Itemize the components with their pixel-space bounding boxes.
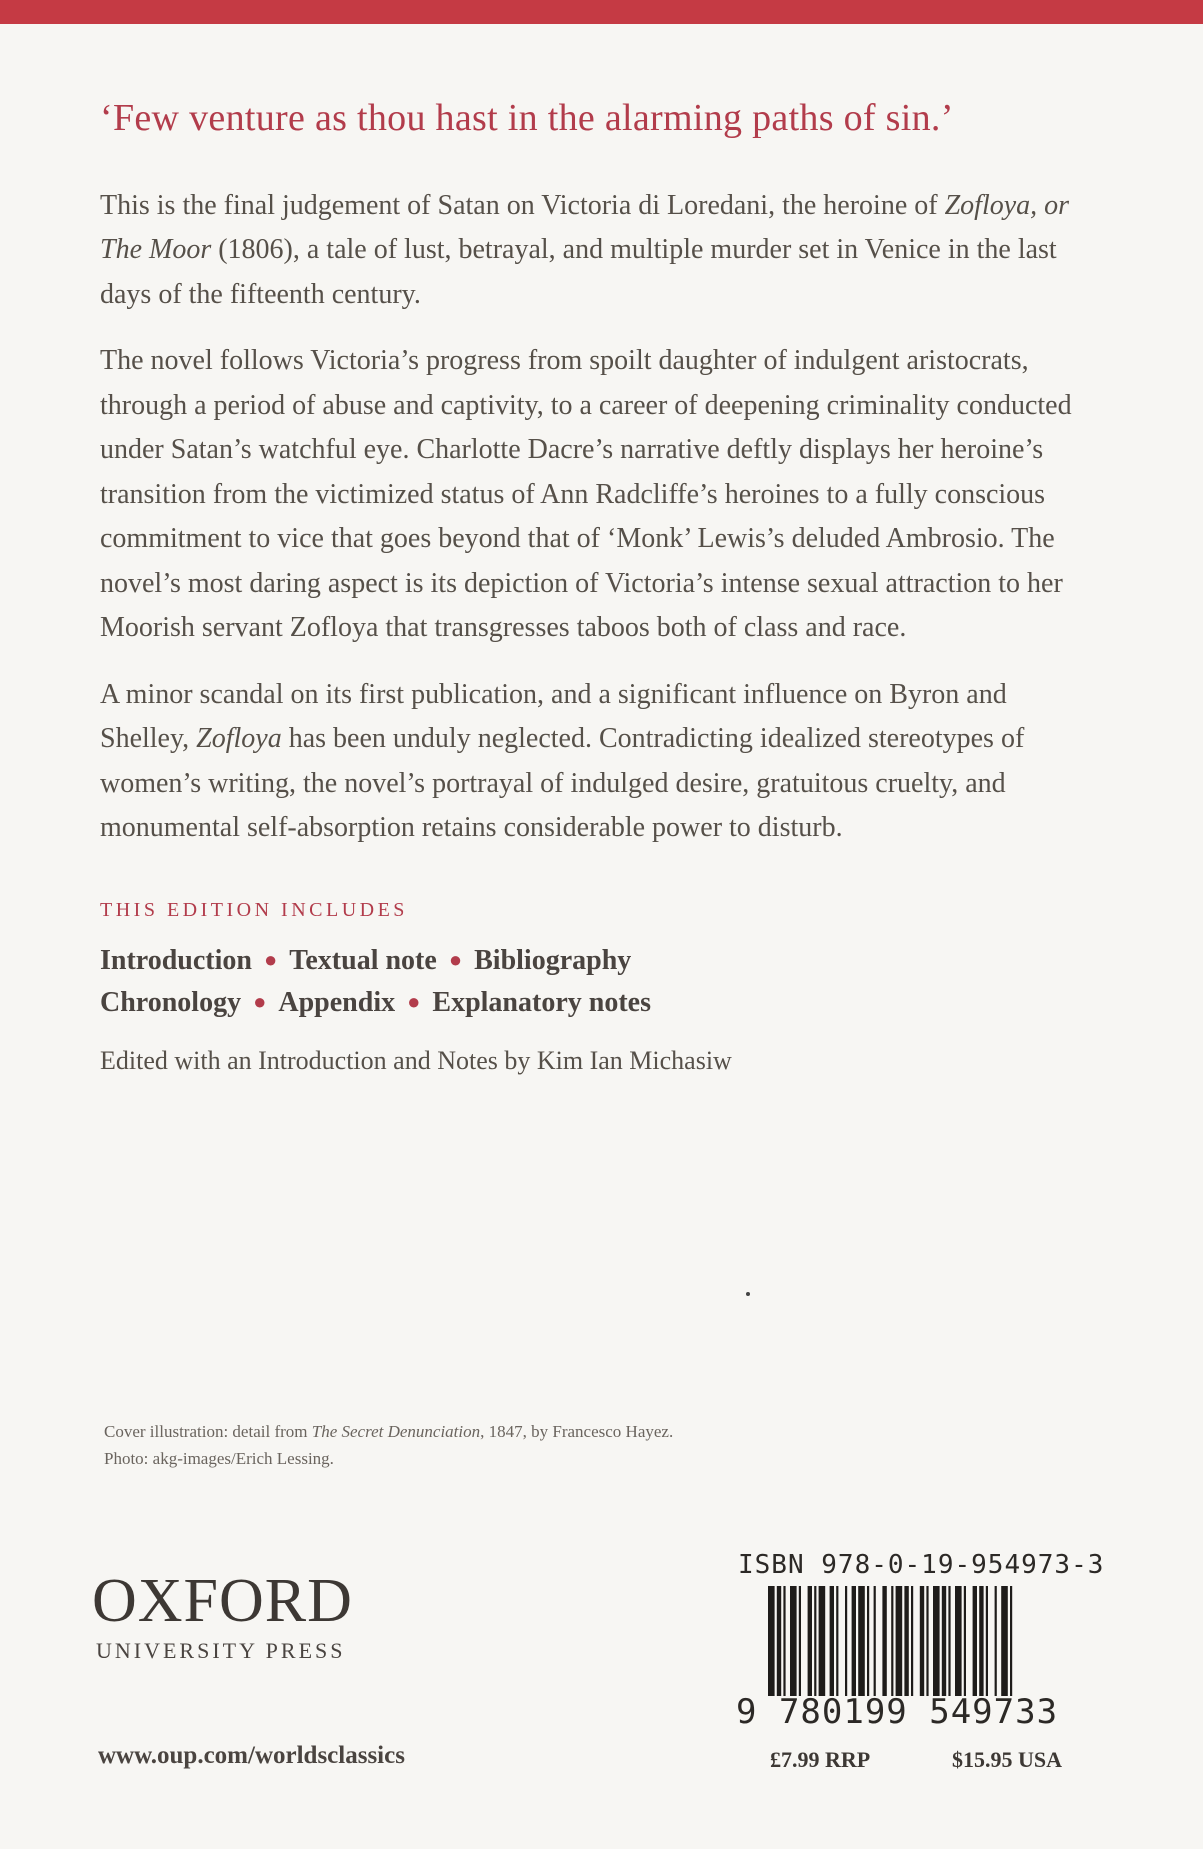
blurb-text: (1806), a tale of lust, betrayal, and multiple murder set in Venice in the last days of the fifteenth century. bbox=[100, 234, 1057, 310]
barcode-bar bbox=[808, 1586, 812, 1696]
blurb-text: This is the final judgement of Satan on Victoria di Loredani, the heroine of bbox=[100, 189, 945, 221]
barcode-bar bbox=[819, 1586, 826, 1696]
barcode-bar bbox=[882, 1586, 886, 1696]
top-color-band bbox=[0, 0, 1203, 24]
barcode-bar bbox=[777, 1586, 781, 1696]
edition-item: Textual note bbox=[289, 944, 437, 976]
barcode-bar bbox=[964, 1586, 966, 1696]
blurb-text: A minor scandal on its first publication, and a significant influence on Byron and Shelley, bbox=[100, 678, 1007, 755]
barcode-bar bbox=[891, 1586, 893, 1696]
book-title-italic: Zofloya, or The Moor bbox=[100, 189, 1070, 266]
painting-title: The Secret Denunciation bbox=[311, 1422, 481, 1441]
edition-includes-list bbox=[100, 940, 1100, 1024]
edition-item: Introduction bbox=[100, 944, 252, 976]
blurb-paragraph-2: The novel follows Victoria’s progress from spoilt daughter of indulgent aristocrats, through a period of abuse and captivity, to a career of deepening criminality conducted under Satan’s watchful eye. Charlotte Dacre’s narrative deftly displays her heroine’s transition from the victimized status of Ann Radcliffe’s heroines to a fully conscious commitment to vice that goes beyond that of ‘Monk’ Lewis’s deluded Ambrosio. The novel’s most daring aspect is its depiction of Victoria’s intense sexual attraction to her Moorish servant Zofloya that transgresses taboos both of class and race. bbox=[100, 345, 1072, 644]
cover-illustration-credit bbox=[104, 1418, 673, 1472]
isbn-label: ISBN 978-0-19-954973-3 bbox=[738, 1550, 1105, 1580]
bullet-icon: ● bbox=[448, 946, 463, 972]
barcode-bar bbox=[836, 1586, 838, 1696]
barcode-number: 9 780199 549733 bbox=[736, 1692, 1059, 1732]
barcode-bar bbox=[830, 1586, 834, 1696]
publisher-website[interactable]: www.oup.com/worldsclassics bbox=[98, 1742, 405, 1769]
barcode-bar bbox=[858, 1586, 865, 1696]
barcode-bar bbox=[768, 1586, 775, 1696]
print-speck-icon bbox=[746, 1292, 750, 1296]
barcode-bar bbox=[920, 1586, 924, 1696]
barcode-bar bbox=[783, 1586, 785, 1696]
barcode-bar bbox=[979, 1586, 983, 1696]
barcode-bar bbox=[814, 1586, 816, 1696]
edition-item: Explanatory notes bbox=[432, 986, 651, 1018]
credit-text: , 1847, by Francesco Hayez. bbox=[480, 1422, 674, 1441]
barcode-bar bbox=[948, 1586, 950, 1696]
price-usd: $15.95 USA bbox=[952, 1747, 1063, 1772]
credit-text: Cover illustration: detail from bbox=[104, 1422, 312, 1441]
price-gbp: £7.99 RRP bbox=[770, 1747, 871, 1772]
edition-row bbox=[100, 982, 1100, 1024]
barcode-bar bbox=[1010, 1586, 1012, 1696]
editor-credit: Edited with an Introduction and Notes by Kim Ian Michasiw bbox=[100, 1045, 732, 1075]
bullet-icon: ● bbox=[253, 988, 267, 1014]
credit-line-2: Photo: akg-images/Erich Lessing. bbox=[104, 1449, 334, 1468]
barcode-bar bbox=[896, 1586, 903, 1696]
book-title-italic: Zofloya bbox=[196, 723, 282, 755]
barcode-bar bbox=[845, 1586, 847, 1696]
edition-row bbox=[100, 940, 1100, 982]
barcode-bar bbox=[942, 1586, 946, 1696]
barcode-bar bbox=[933, 1586, 940, 1696]
bullet-icon: ● bbox=[407, 988, 421, 1014]
barcode-bar bbox=[790, 1586, 797, 1696]
barcode-bar bbox=[852, 1586, 856, 1696]
edition-item: Bibliography bbox=[474, 944, 632, 976]
blurb-text: has been unduly neglected. Contradicting idealized stereotypes of women’s writing, the novel’s portrayal of indulged desire, gratuitous cruelty, and monumental self-absorption retains considerable power to disturb. bbox=[100, 723, 1025, 844]
blurb-paragraph-3 bbox=[100, 673, 1100, 851]
barcode-icon bbox=[768, 1586, 1078, 1696]
oxford-logo: OXFORD bbox=[92, 1567, 353, 1635]
credit-line-1 bbox=[104, 1418, 673, 1445]
oxford-logo-subtitle: UNIVERSITY PRESS bbox=[96, 1638, 346, 1663]
barcode-bar bbox=[874, 1586, 876, 1696]
edition-includes-heading: THIS EDITION INCLUDES bbox=[100, 898, 408, 921]
bullet-icon: ● bbox=[263, 946, 278, 972]
epigraph-quote: ‘Few venture as thou hast in the alarming paths of sin.’ bbox=[100, 97, 954, 139]
barcode-bar bbox=[867, 1586, 869, 1696]
barcode-bar bbox=[1001, 1586, 1008, 1696]
barcode-bar bbox=[955, 1586, 962, 1696]
barcode-bar bbox=[926, 1586, 928, 1696]
barcode-bar bbox=[911, 1586, 913, 1696]
barcode-bar bbox=[995, 1586, 997, 1696]
barcode-bar bbox=[986, 1586, 988, 1696]
edition-item: Appendix bbox=[278, 986, 396, 1018]
barcode-bar bbox=[799, 1586, 801, 1696]
barcode-bar bbox=[973, 1586, 977, 1696]
edition-item: Chronology bbox=[100, 986, 242, 1018]
barcode-bar bbox=[904, 1586, 908, 1696]
back-cover-text bbox=[100, 96, 1100, 1076]
blurb-paragraph-1 bbox=[100, 184, 1100, 318]
